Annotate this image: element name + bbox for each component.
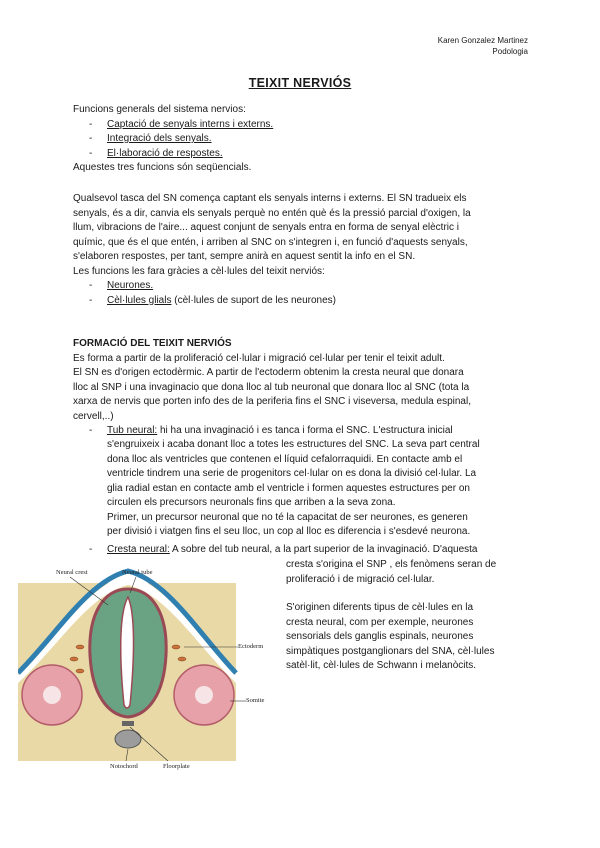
list-item: - Cèl·lules glials (cèl·lules de suport de les neurones) — [89, 294, 336, 306]
author-header — [438, 35, 528, 57]
paragraph-line: sensorials dels ganglis espinals, neurones — [286, 631, 474, 642]
crest-cell — [172, 645, 180, 649]
paragraph-line: cresta s'origina el SNP , els fenòmens seran de — [286, 559, 497, 570]
neural-tube-figure — [18, 555, 268, 775]
paragraph-line: glia radial estan en contacte amb el ventricle i formen aquestes estructures per on — [107, 482, 470, 494]
paragraph-line: proliferació i de migració cel·lular. — [286, 573, 435, 585]
page-title: TEIXIT NERVIÓS — [248, 76, 352, 90]
list-item: - El·laboració de respostes. — [89, 147, 223, 159]
paragraph-line: s'elaboren respostes, per tant, sempre anirà en aquest sentit la info en el SN. — [73, 251, 416, 262]
subject-name: Podologia — [492, 47, 528, 56]
somite-left-core — [43, 686, 61, 704]
crest-cell — [76, 645, 84, 649]
author-name: Karen Gonzalez Martinez — [437, 36, 528, 45]
paragraph-line: s'engruixeix i acaba donant lloc a totes les estructures del SNC. La seva part central — [107, 439, 480, 450]
list-item: - Cresta neural: A sobre del tub neural, a la part superior de la invaginació. D'aquesta — [89, 544, 478, 555]
paragraph-line: llum, vibracions de l'aire... aquest conjunt de senyals entra en forma de senyal elèctric i — [73, 222, 459, 233]
paragraph-line: xarxa de nervis que porten info des de la periferia fins el SNC i viseversa, medula espinal, — [73, 396, 471, 407]
paragraph-line: simpàtiques postganglionars del SNA, cèl·lules — [286, 645, 495, 657]
crest-cell — [70, 657, 78, 661]
paragraph-line: ventricle tindrem una serie de progenitors cel·lular on es dona la divisió cel·lular. La — [107, 468, 477, 479]
neural-tube-diagram — [18, 555, 268, 775]
intro-after: Aquestes tres funcions són seqüencials. — [73, 162, 252, 173]
paragraph-line: dona lloc als ventricles que contenen el líquid cefalorraquidi. En contacte amb el — [107, 453, 463, 465]
label-notochord: Notochord — [110, 763, 138, 770]
paragraph-1 — [73, 192, 528, 308]
somite-right-core — [195, 686, 213, 704]
label-floorplate: Floorplate — [163, 763, 190, 770]
paragraph-line: cervell,..) — [73, 410, 114, 422]
section-heading: FORMACIÓ DEL TEIXIT NERVIÓS — [73, 338, 232, 349]
label-somite: Somite — [246, 697, 265, 704]
list-item: - Captació de senyals interns i externs. — [89, 118, 274, 130]
paragraph-line: circulen els precursors neuronals fins que arriben a la seva zona. — [107, 497, 396, 508]
tub-neural-text — [107, 438, 527, 540]
crest-cell — [76, 669, 84, 673]
paragraph-line: senyals, és a dir, canvia els senyals perquè no entén què és la pressió parcial d'oxigen, la — [73, 207, 471, 219]
paragraph-line: cresta neural, com per exemple, neurones — [286, 616, 474, 628]
paragraph-line: Primer, un precursor neuronal que no té la capacitat de ser neurones, es generen — [107, 511, 468, 523]
paragraph-line: El SN es d'origen ectodèrmic. A partir de l'ectoderm obtenim la cresta neural que donara — [73, 367, 464, 378]
crest-cell — [178, 657, 186, 661]
intro-section — [73, 103, 528, 176]
list-item: - Neurones. — [89, 280, 154, 291]
paragraph-line: satèl·lit, cèl·lules de Schwann i melanòcits. — [286, 660, 477, 671]
cells-lead: Les funcions les fara gràcies a cèl·lules del teixit nerviós: — [73, 265, 325, 277]
paragraph-line: Es forma a partir de la proliferació cel·lular i migració cel·lular per tenir el teixit adult. — [73, 352, 445, 364]
label-neural-crest: Neural crest — [56, 569, 88, 576]
paragraph-line: Qualsevol tasca del SN comença captant els senyals interns i externs. El SN tradueix els — [73, 193, 467, 204]
label-neural-tube: Neural tube — [122, 569, 153, 576]
paragraph-line: S'originen diferents tipus de cèl·lules en la — [286, 602, 474, 613]
intro-lead: Funcions generals del sistema nervios: — [73, 104, 246, 115]
paragraph-line: lloc al SNP i una invaginacio que dona lloc al tub neuronal que donara lloc al SNC (tota la — [73, 381, 470, 393]
paragraph-line: químic, que és el que entén, i arriben al SNC on s'integren i, en funció d'aquests senyals, — [73, 236, 468, 248]
tub-neural-item: - Tub neural: hi ha una invaginació i es tanca i forma el SNC. L'estructura inicial — [89, 425, 453, 436]
neural-canal — [121, 597, 134, 708]
origin-text — [286, 601, 531, 674]
list-item: - Integració dels senyals. — [89, 133, 212, 144]
label-ectoderm: Ectoderm — [238, 643, 264, 650]
formation-section — [73, 337, 528, 439]
notochord — [115, 730, 141, 748]
cresta-neural-text — [286, 558, 531, 587]
paragraph-line: per divisió i viatgen fins el seu lloc, un cop al lloc es diferencia i s'esdevé neurona. — [107, 526, 471, 537]
floorplate — [122, 721, 134, 726]
